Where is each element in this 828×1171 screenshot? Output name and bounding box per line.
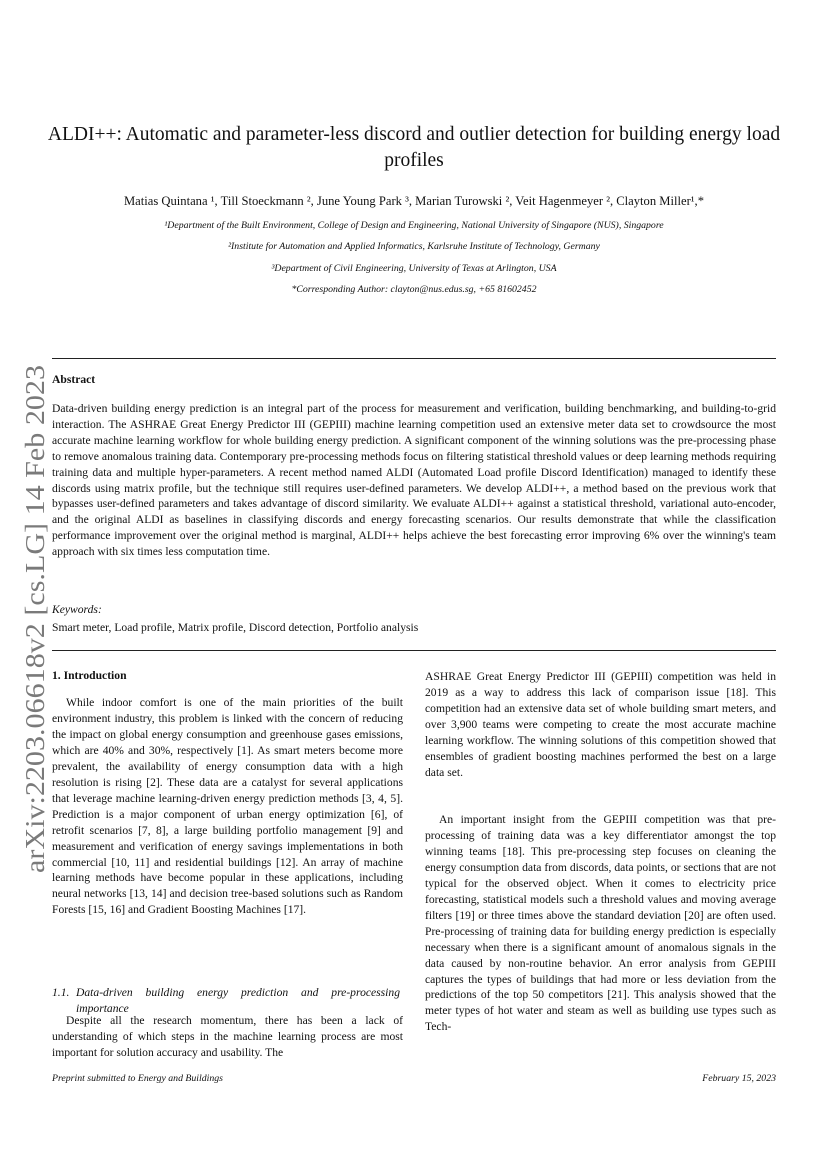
intro-paragraph-3: ASHRAE Great Energy Predictor III (GEPIII) competition was held in 2019 as a way to address this lack of comparison issue [18]. This competition had an extensive data set of whole building smart meters, and over 3,900 teams were competing to create the most accurate machine learning workflow. The winning solutions of this competition showed that ensembles of gradient boosting machines performed the best on a large data set. bbox=[425, 670, 776, 779]
affiliation-1: ¹Department of the Built Environment, College of Design and Engineering, National University of Singapore (NUS), Singapore bbox=[164, 220, 664, 231]
footer-date: February 15, 2023 bbox=[702, 1073, 776, 1084]
intro-paragraph-2: Despite all the research momentum, there has been a lack of understanding of which steps in the machine learning process are most important for solution accuracy and usability. The bbox=[52, 1014, 403, 1059]
arxiv-stamp-text: arXiv:2203.06618v2 [cs.LG] 14 Feb 2023 bbox=[20, 417, 50, 873]
keywords-heading: Keywords: bbox=[52, 603, 102, 616]
keywords-text: Smart meter, Load profile, Matrix profile, Discord detection, Portfolio analysis bbox=[52, 621, 419, 634]
intro-paragraph-4: An important insight from the GEPIII competition was that pre-processing of training data was a key differentiator amongst the top winning teams [18]. This pre-processing step focuses on cleaning the energy consumption data from discords, data points, or sections that are not typical for the observed object. When it comes to electricity price forecasting, statistical models such a threshold values and moving average filters [19] or three times above the standard deviation [20] are often used. Pre-processing of training data for building energy prediction is especially necessary when there is a significant amount of anomalous signals in the data caused by non-routine behavior. An error analysis from GEPIII captures the types of buildings that had more or less deviation from the predictions of the top 50 competitors [21]. This analysis showed that the meter types of hot water and steam as well as building use types such as Tech- bbox=[425, 813, 776, 1034]
footer-journal: Preprint submitted to Energy and Buildings bbox=[52, 1073, 223, 1084]
corresponding-author: *Corresponding Author: clayton@nus.edus.sg, +65 81602452 bbox=[291, 284, 537, 295]
affiliation-2: ²Institute for Automation and Applied Informatics, Karlsruhe Institute of Technology, Germany bbox=[228, 241, 600, 252]
abstract-bottom-rule bbox=[52, 650, 776, 651]
arxiv-side-stamp bbox=[14, 363, 54, 873]
paper-title: ALDI++: Automatic and parameter-less discord and outlier detection for building energy load profiles bbox=[47, 124, 781, 171]
abstract-text: Data-driven building energy prediction is an integral part of the process for measurement and verification, building benchmarking, and building-to-grid interaction. The ASHRAE Great Energy Predictor III (GEPIII) machine learning competition used an extensive meter data set to crowdsource the most accurate machine learning workflow for whole building energy prediction. A significant component of the winning solutions was the pre-processing phase to remove anomalous training data. Contemporary pre-processing methods focus on filtering statistical threshold values or deep learning methods requiring training data and multiple hyper-parameters. A recent method named ALDI (Automated Load profile Discord Identification) managed to identify these discords using matrix profile, but the technique still requires user-defined parameters. We develop ALDI++, a method based on the previous work that bypasses user-defined parameters and takes advantage of discord similarity. We evaluate ALDI++ against a statistical threshold, variational auto-encoder, and the original ALDI as baselines in classifying discords and energy forecasting scenarios. Our results demonstrate that while the classification performance improvement over the original method is marginal, ALDI++ helps achieve the best forecasting error improving 6% over the winning's team approach with six times less computation time. bbox=[52, 402, 776, 559]
affiliation-3: ³Department of Civil Engineering, University of Texas at Arlington, USA bbox=[271, 263, 557, 274]
abstract-top-rule bbox=[52, 358, 776, 359]
subsection-number: 1.1. bbox=[52, 986, 70, 999]
section-heading-introduction: 1. Introduction bbox=[52, 669, 127, 682]
author-list: Matias Quintana ¹, Till Stoeckmann ², June Young Park ³, Marian Turowski ², Veit Hagenmeyer ², Clayton Miller¹,* bbox=[123, 194, 705, 208]
subsection-title: Data-driven building energy prediction and pre-processing importance bbox=[76, 986, 400, 1015]
abstract-heading: Abstract bbox=[52, 373, 96, 386]
intro-paragraph-1: While indoor comfort is one of the main priorities of the built environment industry, this problem is linked with the concern of reducing the impact on global energy consumption and greenhouse gases emissions, which are 40% and 30%, respectively [1]. As smart meters become more prevalent, the availability of energy consumption data with a high resolution is rising [2]. These data are a catalyst for several applications that leverage machine learning-driven energy prediction methods [3, 4, 5]. Prediction is a major component of urban energy optimization [6], of retrofit scenarios [7, 8], a large building portfolio management [9] and measurement and verification of energy savings implementations in both commercial [10, 11] and residential buildings [12]. An array of machine learning methods have become popular in these applications, including neural networks [13, 14] and decision tree-based solutions such as Random Forests [15, 16] and Gradient Boosting Machines [17]. bbox=[52, 696, 403, 917]
